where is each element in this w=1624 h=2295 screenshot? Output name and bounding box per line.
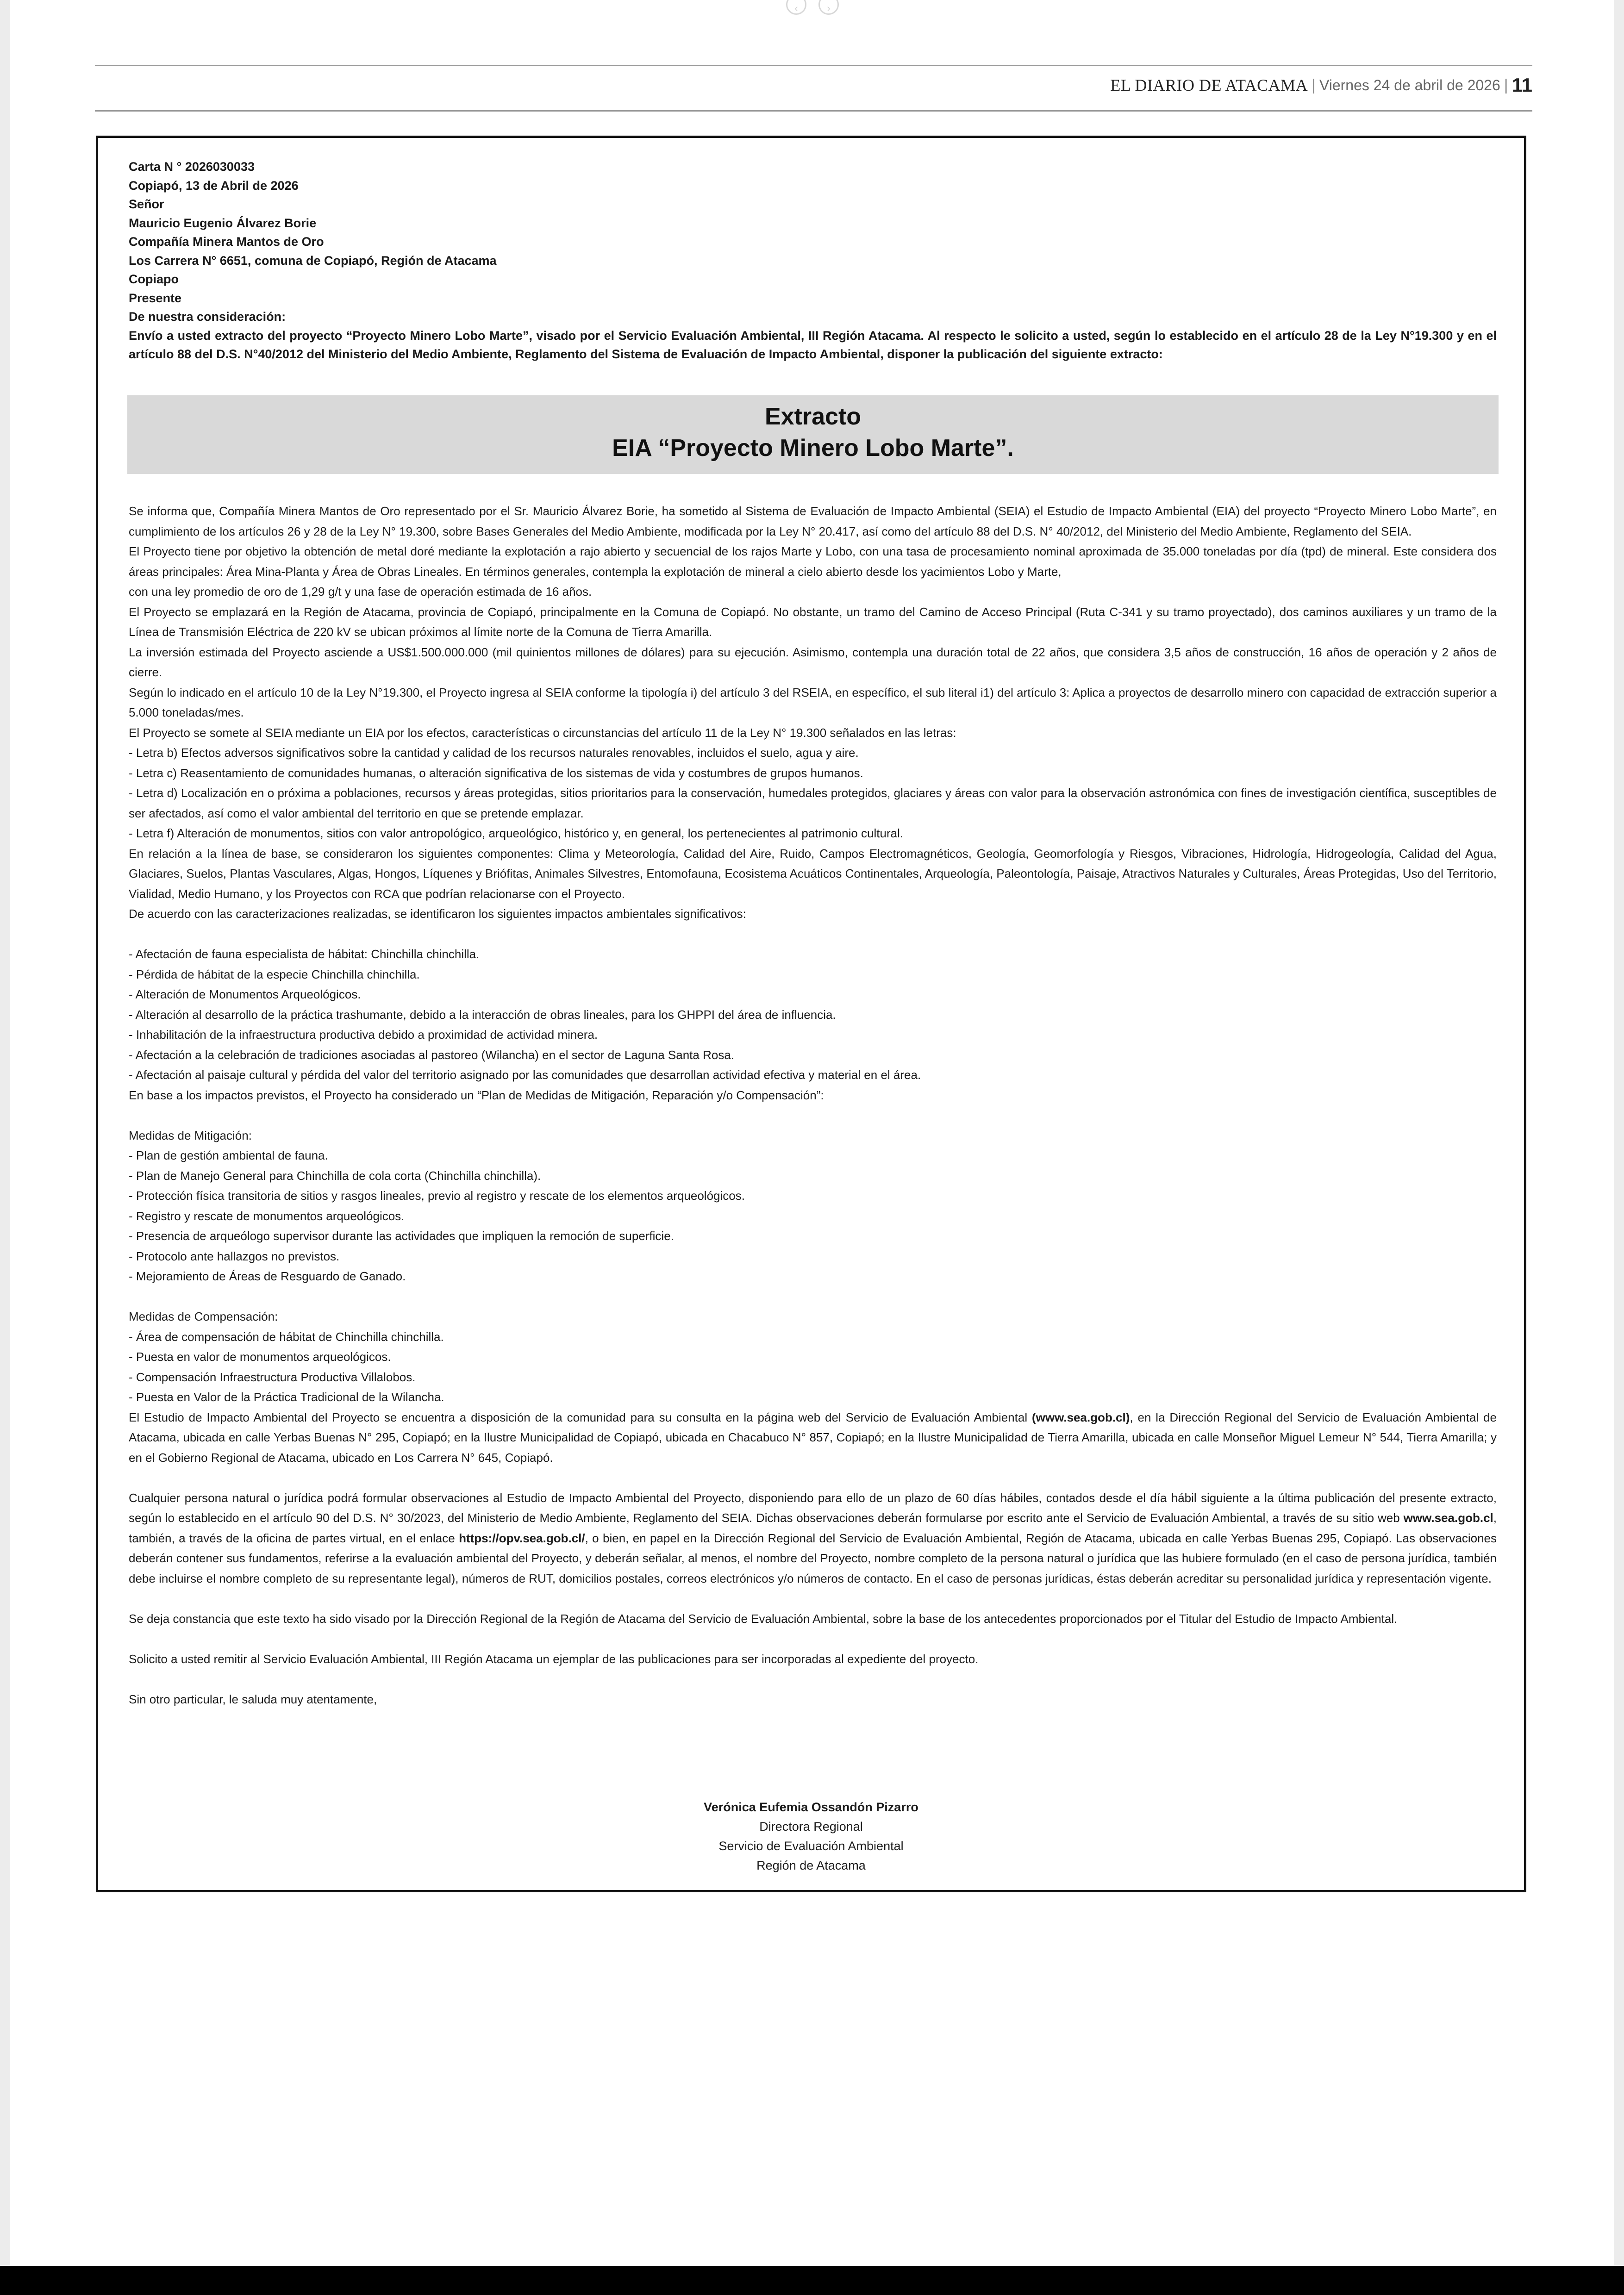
paragraph-objective: El Proyecto tiene por objetivo la obtención de metal doré mediante la explotación a rajo abierto y secuencial de los rajos Marte y Lobo, con una tasa de procesamiento nominal aproximada de 35.000 toneladas por día (tpd) de mineral. Este considera dos áreas principales: Área Mina-Planta y Área de Obras Lineales. En términos generales, contempla la explotación de mineral a cielo abierto desde los yacimientos Lobo y Marte, [129,544,1497,579]
spacer [129,1589,1497,1609]
list-item: - Mejoramiento de Áreas de Resguardo de Ganado. [129,1269,406,1283]
opv-link[interactable]: https://opv.sea.gob.cl/ [459,1531,585,1545]
page-edge-right [1614,0,1624,2266]
signer-name: Verónica Eufemia Ossandón Pizarro [704,1800,918,1814]
paragraph-typology: Según lo indicado en el artículo 10 de la Ley N°19.300, el Proyecto ingresa al SEIA conforme la tipología i) del artículo 3 del RSEIA, en específico, el sub literal i1) del artículo 3: Aplica a proyectos de desarrollo minero con capacidad de extracción superior a 5.000 toneladas/mes. [129,685,1497,719]
notice-box [96,136,1526,1892]
page-number: 11 [1512,74,1532,96]
letter-city: Copiapo [129,272,179,286]
paragraph-request: Solicito a usted remitir al Servicio Evaluación Ambiental, III Región Atacama un ejemplar de las publicaciones para ser incorporadas al expediente del proyecto. [129,1652,979,1666]
paragraph-location: El Proyecto se emplazará en la Región de Atacama, provincia de Copiapó, principalmente en la Comuna de Copiapó. No obstante, un tramo del Camino de Acceso Principal (Ruta C-341 y su tramo proyectado), dos caminos auxiliares y un tramo de la Línea de Transmisión Eléctrica de 220 kV se ubican próximos al límite norte de la Comuna de Tierra Amarilla. [129,605,1497,639]
paragraph-effects: El Proyecto se somete al SEIA mediante un EIA por los efectos, características o circunstancias del artículo 11 de la Ley N° 19.300 señalados en las letras: [129,725,956,740]
list-item: - Protocolo ante hallazgos no previstos. [129,1249,340,1263]
extract-title: Extracto [764,403,862,430]
signature-block [98,1797,1524,1875]
previous-page-icon[interactable]: ‹ [786,0,806,15]
page-header [1110,69,1532,102]
observations-text-cont: , también, a través de la oficina de partes virtual, en el enlace [129,1511,1497,1545]
letter-address: Los Carrera N° 6651, comuna de Copiapó, Región de Atacama [129,253,497,268]
list-item: - Inhabilitación de la infraestructura productiva debido a proximidad de actividad minera. [129,1028,598,1041]
list-item: - Plan de gestión ambiental de fauna. [129,1148,328,1162]
list-item: - Afectación al paisaje cultural y pérdida del valor del territorio asignado por las comunidades que desarrollan actividad efectiva y material en el área. [129,1068,921,1082]
letter-company: Compañía Minera Mantos de Oro [129,235,324,249]
letter-intro: Envío a usted extracto del proyecto “Proyecto Minero Lobo Marte”, visado por el Servicio Evaluación Ambiental, III Región Atacama. Al respecto le solicito a usted, según lo establecido en el artículo 28 de la Ley N°19.300 y en el artículo 88 del D.S. N°40/2012 del Ministerio del Medio Ambiente, Reglamento del Sistema de Evaluación de Impacto Ambiental, disponer la publicación del siguiente extracto: [129,328,1497,361]
paragraph-presentation: Se informa que, Compañía Minera Mantos de Oro representado por el Sr. Mauricio Álvarez Borie, ha sometido al Sistema de Evaluación de Impacto Ambiental (SEIA) el Estudio de Impacto Ambiental (EIA) del proyecto “Proyecto Minero Lobo Marte”, en cumplimiento de los artículos 26 y 28 de la Ley N° 19.300, sobre Bases Generales del Medio Ambiente, modificada por la Ley N° 20.417, así como del artículo 88 del D.S. N° 40/2012, del Ministerio del Medio Ambiente, Reglamento del SEIA. [129,504,1497,538]
signer-position: Directora Regional [759,1820,863,1834]
spacer [129,1468,1497,1488]
list-item: - Puesta en Valor de la Práctica Tradicional de la Wilancha. [129,1390,444,1404]
list-item: - Afectación de fauna especialista de hábitat: Chinchilla chinchilla. [129,947,480,961]
paragraph-plan: En base a los impactos previstos, el Proyecto ha considerado un “Plan de Medidas de Mitigación, Reparación y/o Compensación”: [129,1088,824,1102]
paragraph-objective-cont: con una ley promedio de oro de 1,29 g/t y una fase de operación estimada de 16 años. [129,585,592,599]
spacer [129,1669,1497,1690]
extract-subtitle: EIA “Proyecto Minero Lobo Marte”. [612,435,1014,461]
header-separator: | [1504,76,1508,94]
list-item: - Letra b) Efectos adversos significativos sobre la cantidad y calidad de los recursos naturales renovables, incluidos el suelo, agua y aire. [129,746,859,760]
paragraph-endorsement: Se deja constancia que este texto ha sido visado por la Dirección Regional de la Región de Atacama del Servicio de Evaluación Ambiental, sobre la base de los antecedentes proporcionados por el Titular del Estudio de Impacto Ambiental. [129,1611,1398,1626]
list-item: - Registro y rescate de monumentos arqueológicos. [129,1209,405,1223]
paragraph-investment: La inversión estimada del Proyecto asciende a US$1.500.000.000 (mil quinientos millones de dólares) para su ejecución. Asimismo, contempla una duración total de 22 años, que considera 3,5 años de construcción, 16 años de operación y 2 años de cierre. [129,645,1497,679]
page-navigation [782,0,843,14]
list-item: - Letra f) Alteración de monumentos, sitios con valor antropológico, arqueológico, histórico y, en general, los pertenecientes al patrimonio cultural. [129,826,904,840]
list-item: - Protección física transitoria de sitios y rasgos lineales, previo al registro y rescate de los elementos arqueológicos. [129,1189,745,1203]
list-item: - Letra d) Localización en o próxima a poblaciones, recursos y áreas protegidas, sitios prioritarios para la conservación, humedales protegidos, glaciares y áreas con valor para la observación astronómica con fines de investigación científica, susceptibles de ser afectados, así como el valor ambiental del territorio en que se pretende emplazar. [129,786,1497,820]
observations-text: Cualquier persona natural o jurídica podrá formular observaciones al Estudio de Impacto Ambiental del Proyecto, disponiendo para ello de un plazo de 60 días hábiles, contados desde el día hábil siguiente a la última publicación del presente extracto, según lo establecido en el artículo 90 del D.S. N° 30/2023, del Ministerio de Medio Ambiente, Reglamento del SEIA. Dichas observaciones deberán formularse por escrito ante el Servicio de Evaluación Ambiental, a través de su sitio web [129,1491,1497,1525]
list-item: - Área de compensación de hábitat de Chinchilla chinchilla. [129,1329,444,1344]
spacer [129,1629,1497,1649]
spacer [129,1105,1497,1126]
viewer-bottom-bar [0,2266,1624,2295]
letter-number: Carta N ° 2026030033 [129,160,255,174]
list-item: - Alteración de Monumentos Arqueológicos. [129,987,361,1001]
signer-region: Región de Atacama [756,1858,866,1872]
compensation-title: Medidas de Compensación: [129,1310,278,1323]
paragraph-availability [129,1408,1497,1468]
list-item: - Pérdida de hábitat de la especie Chinchilla chinchilla. [129,967,420,981]
publication-name: EL DIARIO DE ATACAMA [1110,76,1308,94]
header-rule-bottom [95,110,1532,112]
header-separator: | [1312,76,1316,94]
list-item: - Puesta en valor de monumentos arqueológicos. [129,1350,391,1364]
list-item: - Presencia de arqueólogo supervisor durante las actividades que impliquen la remoción de superficie. [129,1229,674,1243]
letter-presente: Presente [129,291,182,305]
extract-body [129,501,1497,1709]
list-item: - Plan de Manejo General para Chinchilla de cola corta (Chinchilla chinchilla). [129,1168,541,1183]
spacer [129,1287,1497,1307]
letter-recipient: Mauricio Eugenio Álvarez Borie [129,216,317,230]
paragraph-baseline: En relación a la línea de base, se consideraron los siguientes componentes: Clima y Meteorología, Calidad del Aire, Ruido, Campos Electromagnéticos, Geología, Geomorfología y Riesgos, Vibraciones, Hidrología, Hidrogeología, Calidad del Agua, Glaciares, Suelos, Plantas Vasculares, Algas, Hongos, Líquenes y Briófitas, Animales Silvestres, Entomofauna, Ecosistema Acuáticos Continentales, Arqueología, Paleontología, Paisaje, Atractivos Naturales y Culturales, Áreas Protegidas, Uso del Territorio, Vialidad, Medio Humano, y los Proyectos con RCA que podrían relacionarse con el Proyecto. [129,846,1497,901]
signer-service: Servicio de Evaluación Ambiental [718,1839,904,1853]
spacer [129,924,1497,945]
mitigation-title: Medidas de Mitigación: [129,1128,252,1142]
availability-text: El Estudio de Impacto Ambiental del Proyecto se encuentra a disposición de la comunidad para su consulta en la página web del Servicio de Evaluación Ambiental [129,1410,1032,1424]
list-item: - Letra c) Reasentamiento de comunidades humanas, o alteración significativa de los sistemas de vida y costumbres de grupos humanos. [129,766,863,780]
sea-website-link[interactable]: (www.sea.gob.cl) [1031,1410,1130,1424]
next-page-icon[interactable]: › [818,0,839,15]
list-item: - Afectación a la celebración de tradiciones asociadas al pastoreo (Wilancha) en el sector de Laguna Santa Rosa. [129,1048,734,1062]
header-rule-top [95,65,1532,66]
letterhead [129,157,1497,364]
list-item: - Compensación Infraestructura Productiva Villalobos. [129,1370,416,1384]
letter-salutation: Señor [129,197,164,211]
observations-text-end: , o bien, en papel en la Dirección Regional del Servicio de Evaluación Ambiental, Región de Atacama, ubicada en calle Yerbas Buenas 295, Copiapó. Las observaciones deberán contener sus fundamentos, referirse a la evaluación ambiental del Proyecto, y deberán señalar, al menos, el nombre del Proyecto, nombre completo de la persona natural o jurídica que las hubiere formulado (en el caso de persona jurídica, también debe incluirse el nombre completo de su representante legal), números de RUT, domicilios postales, correos electrónicos y/o números de contacto. En el caso de personas jurídicas, éstas deberán acreditar su personalidad jurídica y representación vigente. [129,1531,1497,1585]
letter-consideration: De nuestra consideración: [129,310,286,324]
paragraph-observations [129,1488,1497,1589]
paragraph-impacts-intro: De acuerdo con las caracterizaciones realizadas, se identificaron los siguientes impactos ambientales significativos: [129,907,746,921]
publication-date: Viernes 24 de abril de 2026 [1319,76,1500,94]
sea-website-link[interactable]: www.sea.gob.cl [1403,1511,1493,1525]
extract-banner [127,395,1499,474]
list-item: - Alteración al desarrollo de la práctica trashumante, debido a la interacción de obras lineales, para los GHPPI del área de influencia. [129,1007,836,1022]
letter-place-date: Copiapó, 13 de Abril de 2026 [129,178,299,193]
page-edge-left [0,0,10,2266]
paragraph-closing: Sin otro particular, le saluda muy atentamente, [129,1692,377,1706]
availability-text-cont: , en la Dirección Regional del Servicio de Evaluación Ambiental de Atacama, ubicada en calle Yerbas Buenas N° 295, Copiapó; en la Ilustre Municipalidad de Copiapó, ubicada en Chacabuco N° 857, Copiapó; en la Ilustre Municipalidad de Tierra Amarilla, ubicada en calle Monseñor Miguel Lemeur N° 544, Tierra Amarilla; y en el Gobierno Regional de Atacama, ubicado en Los Carrera N° 645, Copiapó. [129,1410,1497,1465]
